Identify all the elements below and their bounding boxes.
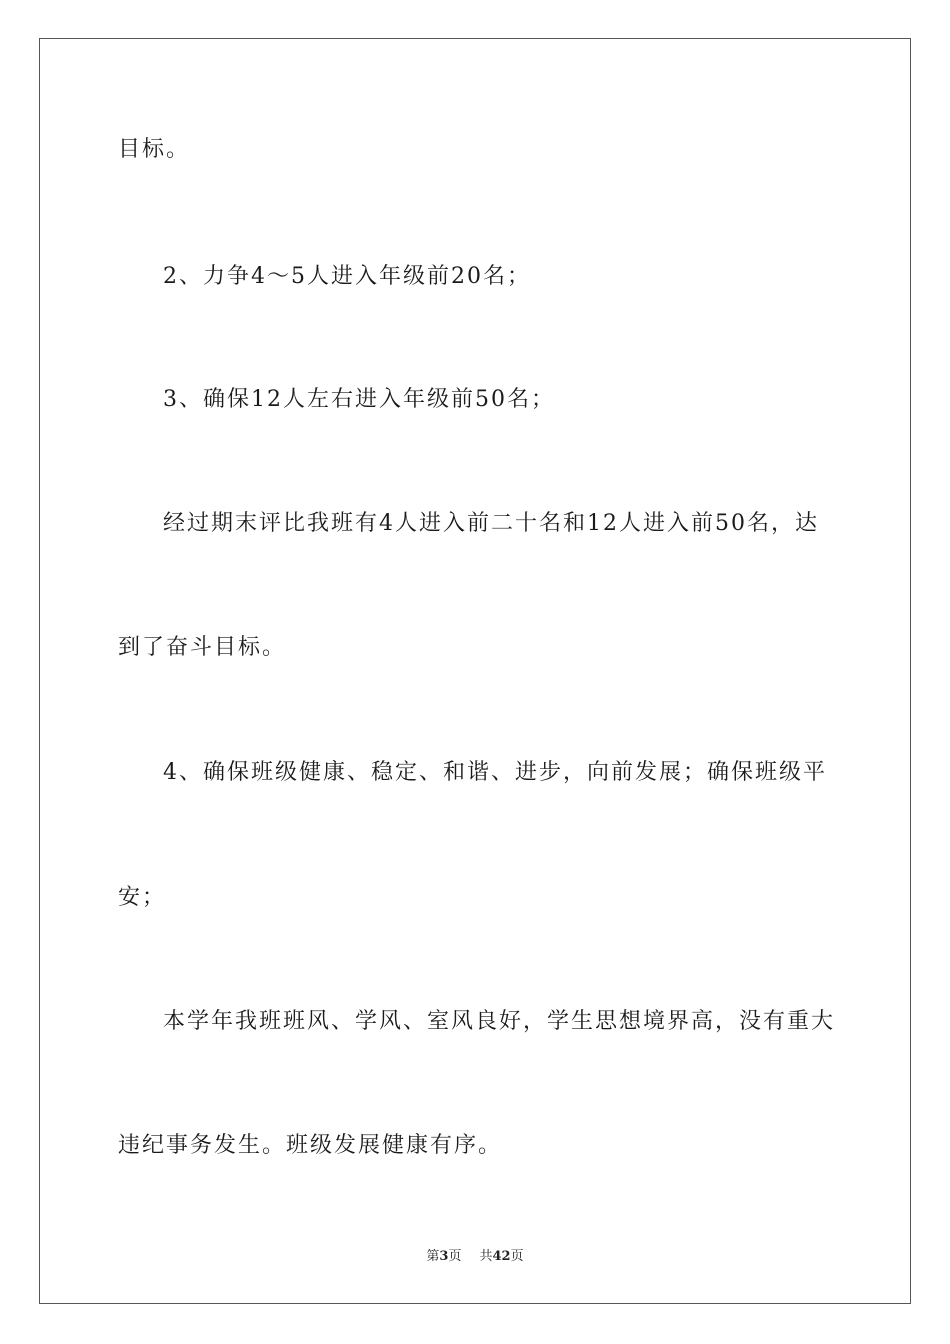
text-line-5: 到了奋斗目标。	[118, 635, 287, 660]
text-line-3: 3、确保12人左右进入年级前50名；	[163, 387, 555, 412]
text-line-9: 违纪事务发生。班级发展健康有序。	[118, 1133, 503, 1158]
footer-page-number: 3	[439, 1249, 449, 1264]
page-footer	[0, 1248, 950, 1266]
footer-page-suffix: 页	[448, 1249, 462, 1264]
text-line-1: 目标。	[118, 137, 191, 162]
text-line-8: 本学年我班班风、学风、室风良好，学生思想境界高，没有重大	[163, 1009, 836, 1034]
footer-total-suffix: 页	[510, 1249, 524, 1264]
page-frame	[39, 38, 911, 1304]
footer-total-prefix: 共	[479, 1249, 493, 1264]
text-line-2: 2、力争4～5人进入年级前20名；	[163, 264, 531, 289]
footer-page-prefix: 第	[426, 1249, 440, 1264]
footer-total-pages: 42	[492, 1249, 511, 1264]
text-line-7: 安；	[118, 885, 167, 910]
text-line-4: 经过期末评比我班有4人进入前二十名和12人进入前50名，达	[163, 511, 819, 536]
text-line-6: 4、确保班级健康、稳定、和谐、进步，向前发展；确保班级平	[163, 760, 827, 785]
